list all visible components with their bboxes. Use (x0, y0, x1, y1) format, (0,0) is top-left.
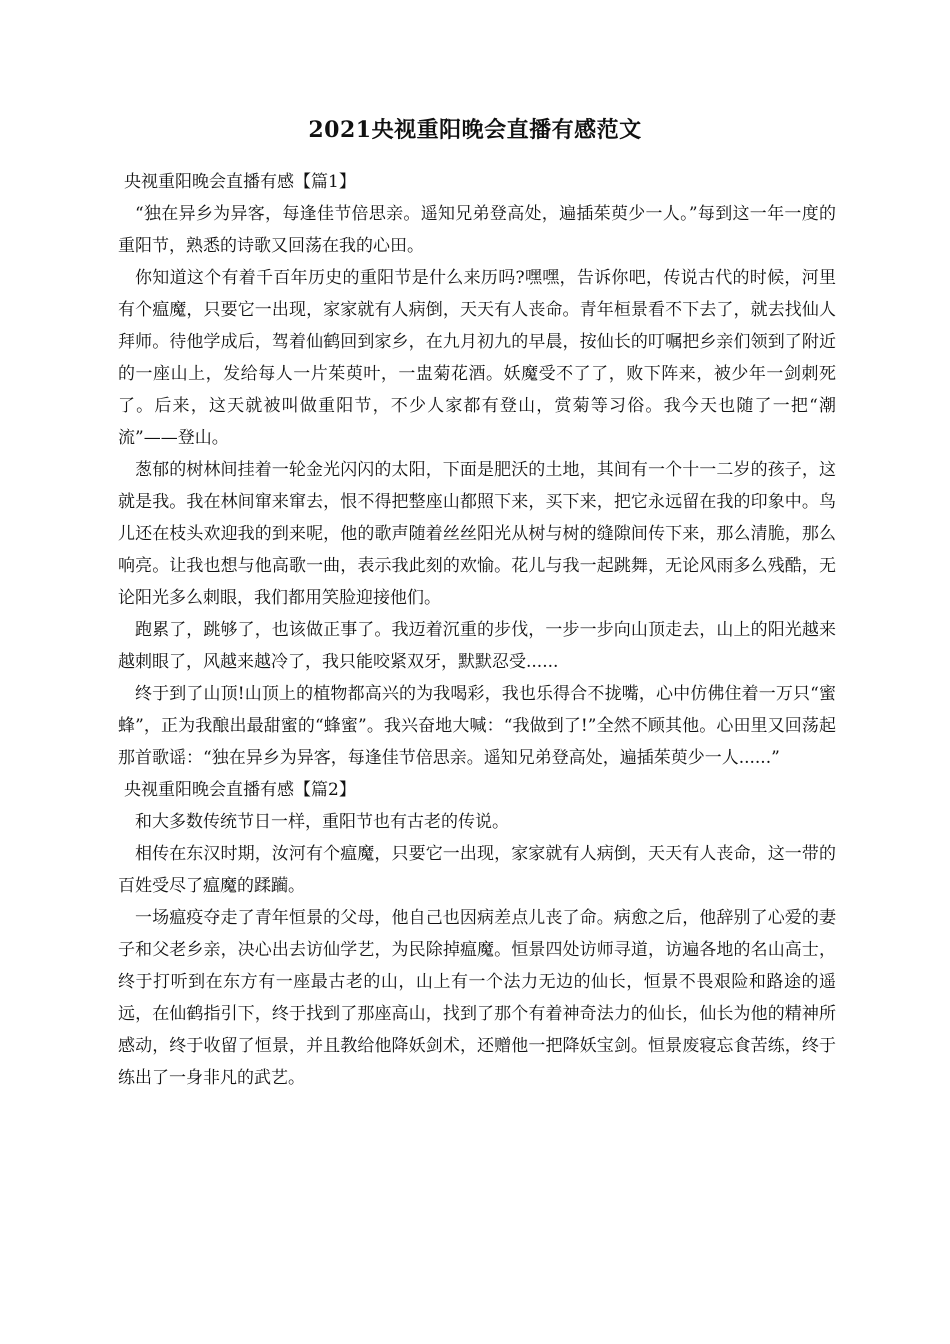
paragraph-poem-intro: “独在异乡为异客，每逢佳节倍思亲。遥知兄弟登高处，遍插茱萸少一人。”每到这一年一度的重阳节，熟悉的诗歌又回荡在我的心田。 (118, 204, 836, 256)
paragraph-legend: 你知道这个有着千百年历史的重阳节是什么来历吗?嘿嘿，告诉你吧，传说古代的时候，河里有个瘟魔，只要它一出现，家家就有人病倒，天天有人丧命。青年桓景看不下去了，就去找仙人拜师。待他学成后，驾着仙鹤回到家乡，在九月初九的早晨，按仙长的叮嘱把乡亲们领到了附近的一座山上，发给每人一片茱萸叶，一盅菊花酒。妖魔受不了了，败下阵来，被少年一剑刺死了。后来，这天就被叫做重阳节，不少人家都有登山，赏菊等习俗。我今天也随了一把“潮流”——登山。 (118, 268, 836, 448)
paragraph-hengjing: 一场瘟疫夺走了青年恒景的父母，他自己也因病差点儿丧了命。病愈之后，他辞别了心爱的妻子和父老乡亲，决心出去访仙学艺，为民除掉瘟魔。恒景四处访师寻道，访遍各地的名山高士，终于打听到在东方有一座最古老的山，山上有一个法力无边的仙长，恒景不畏艰险和路途的遥远，在仙鹤指引下，终于找到了那座高山，找到了那个有着神奇法力的仙长，仙长为他的精神所感动，终于收留了恒景，并且教给他降妖剑术，还赠他一把降妖宝剑。恒景废寝忘食苦练，终于练出了一身非凡的武艺。 (118, 908, 836, 1088)
paragraph-forest: 葱郁的树林间挂着一轮金光闪闪的太阳，下面是肥沃的土地，其间有一个十一二岁的孩子，这就是我。我在林间窜来窜去，恨不得把整座山都照下来，买下来，把它永远留在我的印象中。鸟儿还在枝头欢迎我的到来呢，他的歌声随着丝丝阳光从树与树的缝隙间传下来，那么清脆，那么响亮。让我也想与他高歌一曲，表示我此刻的欢愉。花儿与我一起跳舞，无论风雨多么残酷，无论阳光多么刺眼，我们都用笑脸迎接他们。 (118, 460, 836, 608)
document-body (118, 166, 836, 1094)
section-heading-2: 央视重阳晚会直播有感【篇2】 (124, 780, 356, 800)
paragraph-climb: 跑累了，跳够了，也该做正事了。我迈着沉重的步伐，一步一步向山顶走去，山上的阳光越来越刺眼了，风越来越冷了，我只能咬紧双牙，默默忍受...... (118, 620, 836, 672)
document-title: 2021央视重阳晚会直播有感范文 (308, 117, 642, 143)
paragraph-plague: 相传在东汉时期，汝河有个瘟魔，只要它一出现，家家就有人病倒，天天有人丧命，这一带的百姓受尽了瘟魔的蹂躏。 (118, 844, 836, 896)
paragraph-tradition: 和大多数传统节日一样，重阳节也有古老的传说。 (135, 812, 509, 832)
section-heading-1: 央视重阳晚会直播有感【篇1】 (124, 172, 356, 192)
paragraph-summit: 终于到了山顶!山顶上的植物都高兴的为我喝彩，我也乐得合不拢嘴，心中仿佛住着一万只“蜜蜂”，正为我酿出最甜蜜的“蜂蜜”。我兴奋地大喊：“我做到了!”全然不顾其他。心田里又回荡起那首歌谣：“独在异乡为异客，每逢佳节倍思亲。遥知兄弟登高处，遍插茱萸少一人......” (118, 684, 836, 768)
